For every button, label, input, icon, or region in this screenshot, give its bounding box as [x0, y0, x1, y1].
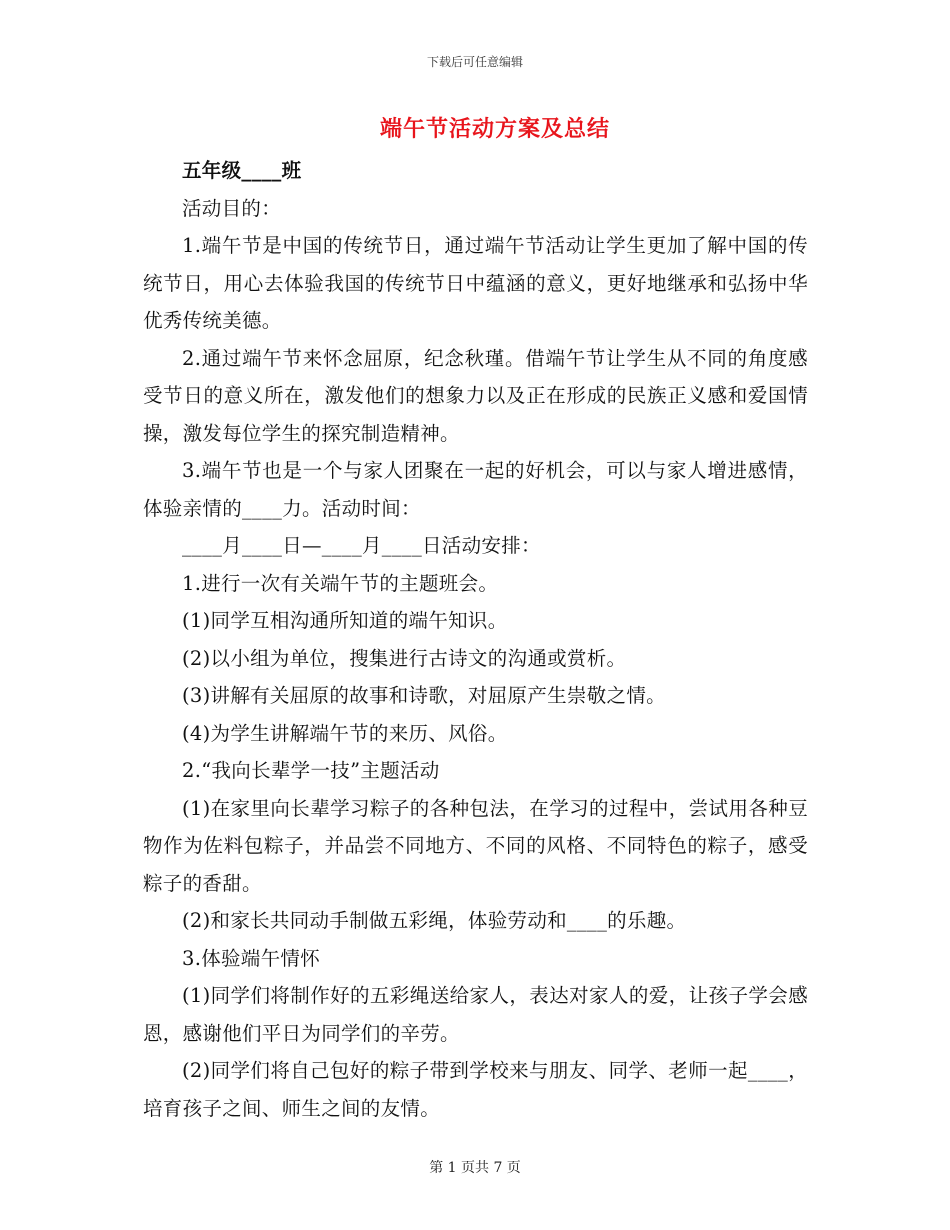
class-line: 五年级____班 — [182, 159, 302, 182]
document-body — [143, 152, 808, 1127]
paragraph: 3.端午节也是一个与家人团聚在一起的好机会，可以与家人增进感情，体验亲情的____力。活动时间： — [143, 459, 808, 520]
list-item: (3)讲解有关屈原的故事和诗歌，对屈原产生崇敬之情。 — [182, 684, 666, 707]
paragraph: 2.“我向长辈学一技”主题活动 — [182, 759, 440, 782]
list-item: (4)为学生讲解端午节的来历、风俗。 — [182, 721, 508, 745]
page-footer: 第 1 页共 7 页 — [429, 1160, 521, 1176]
list-item: (1)在家里向长辈学习粽子的各种包法，在学习的过程中，尝试用各种豆物作为佐料包粽子，并品尝不同地方、不同的风格、不同特色的粽子，感受粽子的香甜。 — [143, 796, 808, 895]
paragraph: ____月____日—____月____日活动安排： — [182, 534, 541, 557]
list-item: (2)和家长共同动手制做五彩绳，体验劳动和____的乐趣。 — [182, 909, 687, 932]
document-title: 端午节活动方案及总结 — [379, 116, 610, 142]
list-item: (1)同学们将制作好的五彩绳送给家人，表达对家人的爱，让孩子学会感恩，感谢他们平日为同学们的辛劳。 — [143, 984, 808, 1045]
header-note: 下载后可任意编辑 — [426, 55, 523, 69]
list-item: (1)同学互相沟通所知道的端午知识。 — [182, 609, 508, 632]
paragraph: 1.进行一次有关端午节的主题班会。 — [182, 571, 499, 595]
paragraph: 2.通过端午节来怀念屈原，纪念秋瑾。借端午节让学生从不同的角度感受节日的意义所在，激发他们的想象力以及正在形成的民族正义感和爱国情操，激发每位学生的探究制造精神。 — [143, 346, 808, 445]
paragraph: 1.端午节是中国的传统节日，通过端午节活动让学生更加了解中国的传统节日，用心去体验我国的传统节日中蕴涵的意义，更好地继承和弘扬中华优秀传统美德。 — [143, 234, 808, 332]
section-heading-purpose: 活动目的： — [182, 196, 282, 220]
list-item: (2)以小组为单位，搜集进行古诗文的沟通或赏析。 — [182, 646, 627, 670]
paragraph: 3.体验端午情怀 — [182, 946, 321, 970]
list-item: (2)同学们将自己包好的粽子带到学校来与朋友、同学、老师一起____，培育孩子之间、师生之间的友情。 — [143, 1059, 808, 1120]
